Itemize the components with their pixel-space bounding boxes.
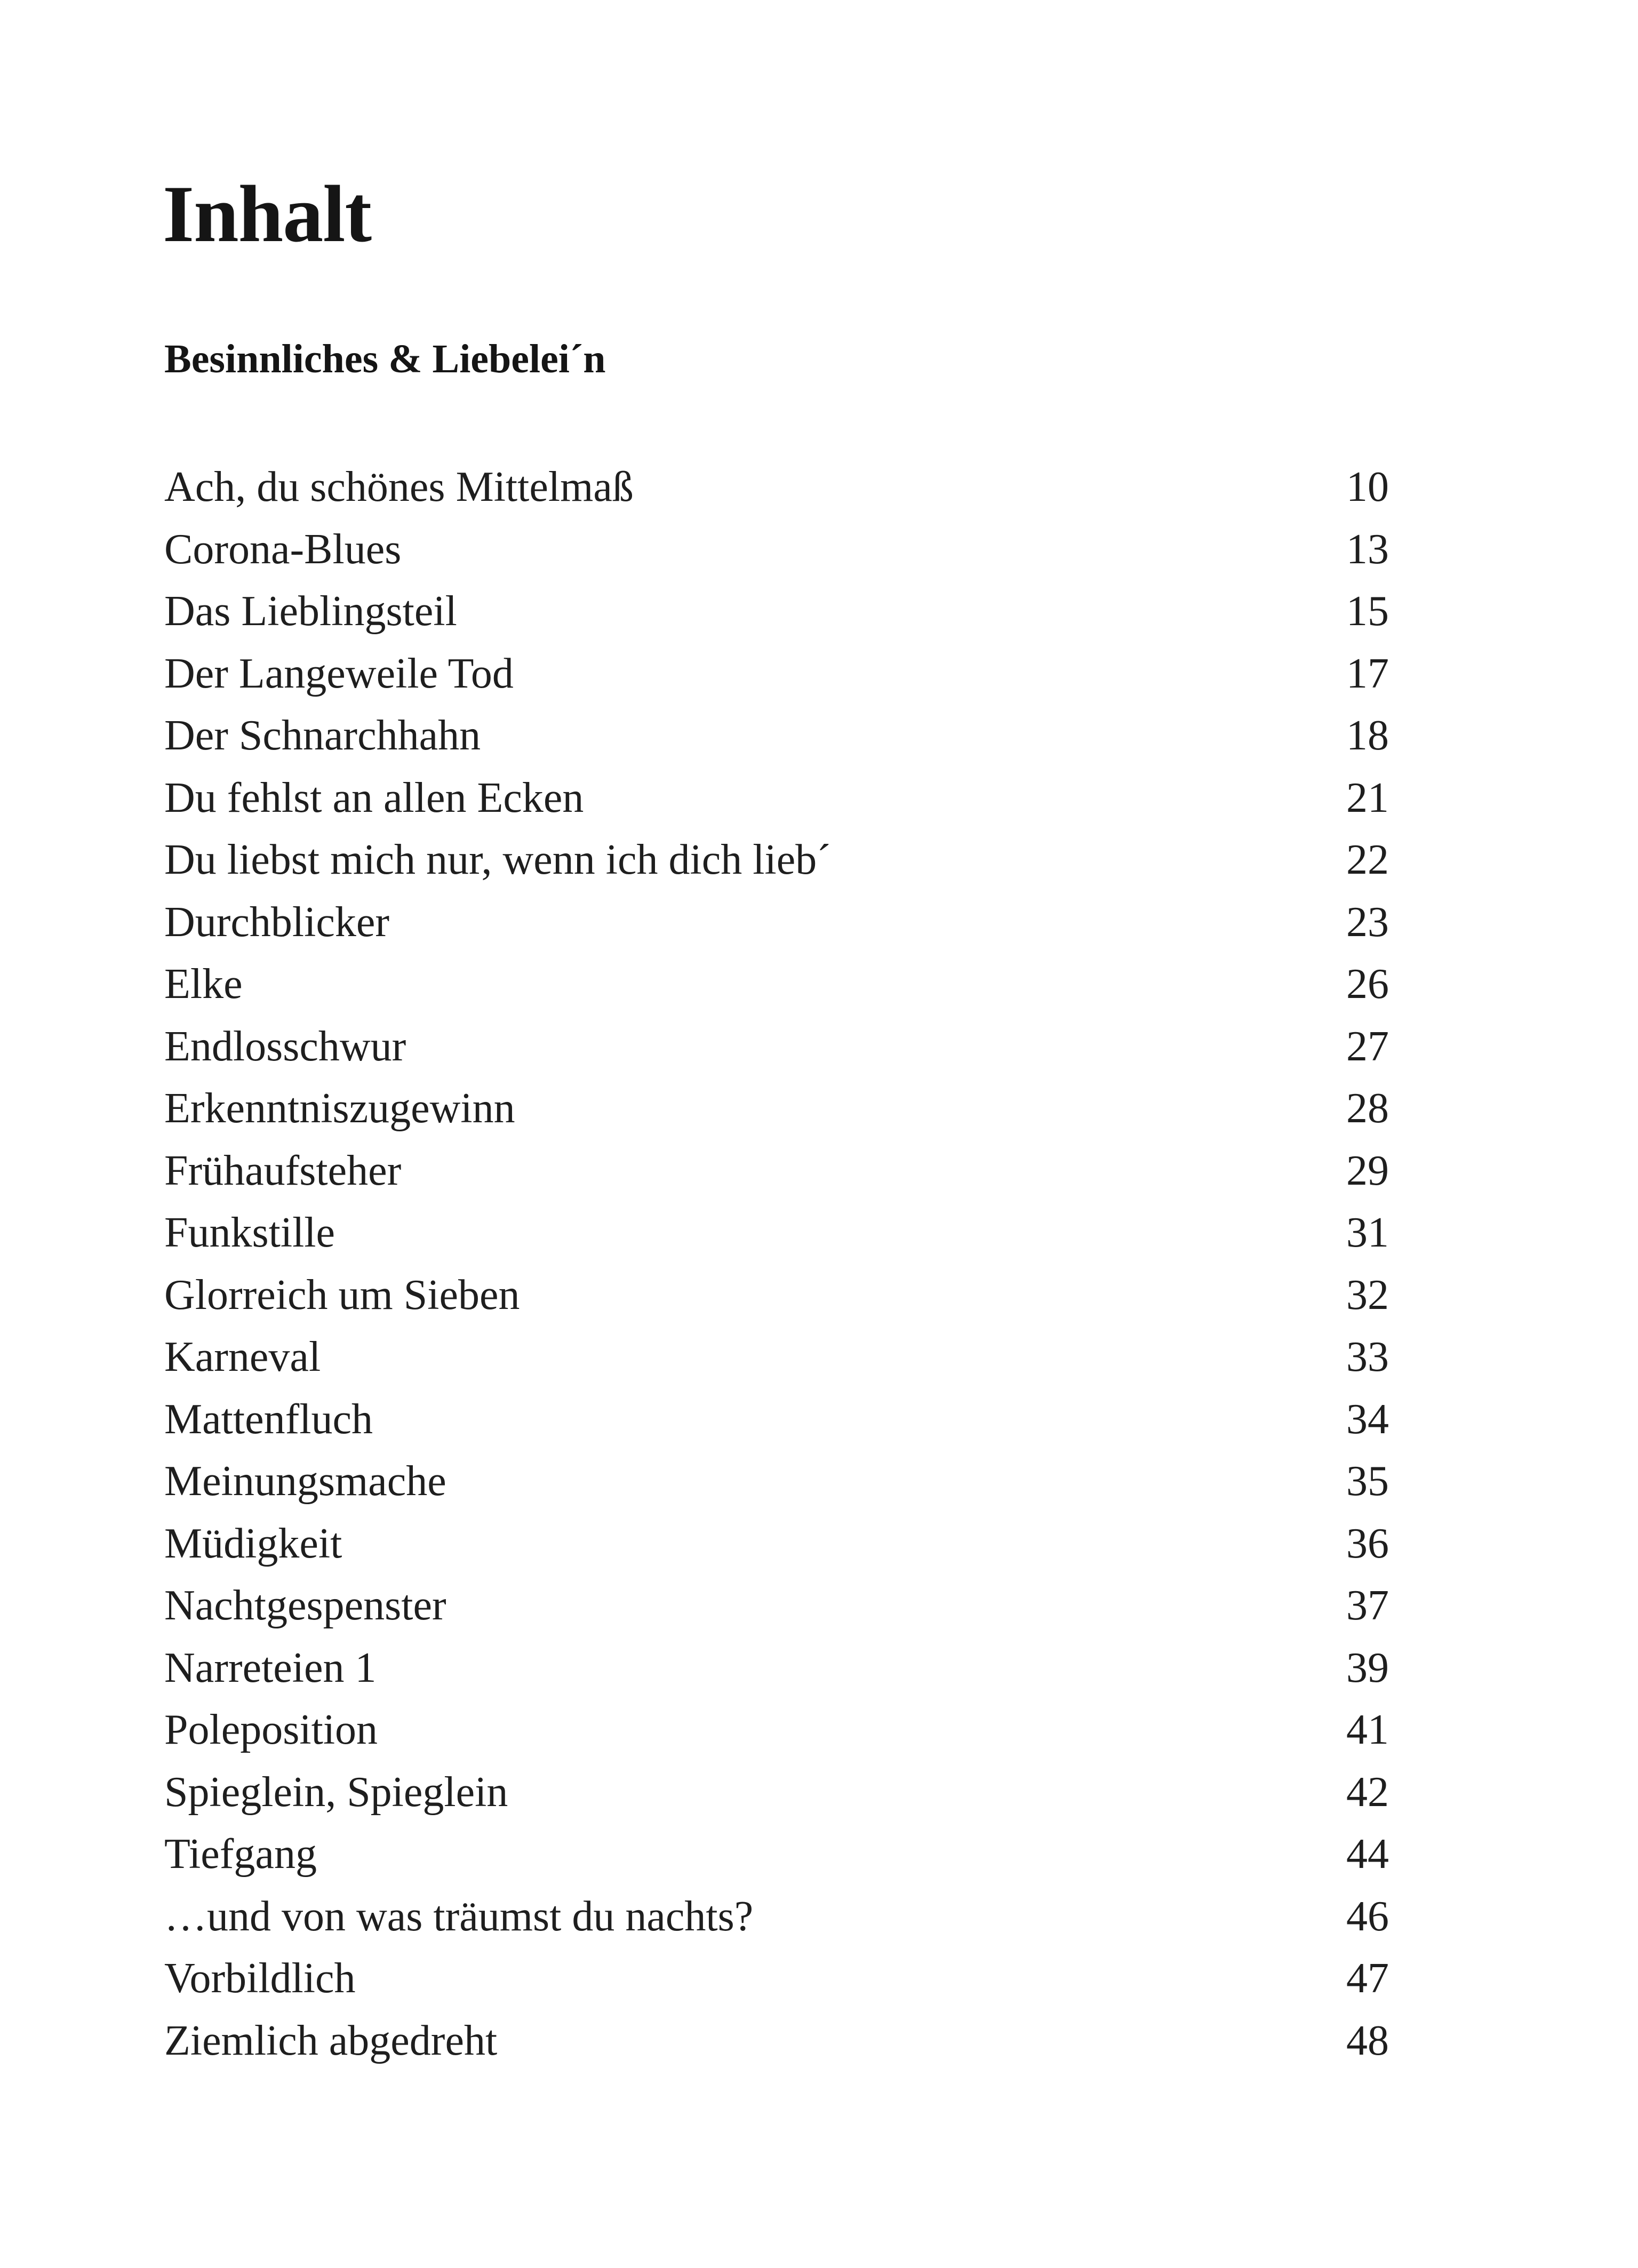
toc-entry [164,1264,1389,1327]
toc-entry-title: Poleposition [164,1706,378,1753]
toc-entry-page: 22 [1346,836,1389,883]
toc-entry [164,1575,1389,1637]
toc-entry [164,2010,1389,2072]
toc-entry-title: Müdigkeit [164,1520,342,1567]
toc-entry-title: Der Langeweile Tod [164,650,514,697]
toc-entry-page: 48 [1346,2017,1389,2064]
table-of-contents [164,456,1389,2072]
toc-entry [164,891,1389,954]
toc-entry-title: Durchblicker [164,898,390,946]
toc-entry [164,1823,1389,1886]
toc-entry-title: Elke [164,961,243,1008]
toc-entry-page: 37 [1346,1582,1389,1629]
toc-entry-title: Du liebst mich nur, wenn ich dich lieb´ [164,836,831,883]
toc-entry [164,1388,1389,1451]
toc-entry-title: Vorbildlich [164,1955,356,2002]
toc-entry-page: 21 [1346,774,1389,821]
toc-entry-title: Funkstille [164,1209,335,1256]
toc-entry-page: 46 [1346,1892,1389,1940]
toc-entry [164,705,1389,767]
toc-entry-page: 34 [1346,1395,1389,1443]
toc-entry-title: Frühaufsteher [164,1147,402,1194]
toc-entry-page: 41 [1346,1706,1389,1753]
toc-entry [164,1450,1389,1513]
toc-entry-title: …und von was träumst du nachts? [164,1892,754,1940]
toc-entry-page: 18 [1346,712,1389,759]
toc-entry-title: Karneval [164,1333,321,1380]
toc-entry-title: Spieglein, Spieglein [164,1768,508,1816]
toc-entry [164,643,1389,705]
toc-entry-page: 29 [1346,1147,1389,1194]
toc-entry [164,1077,1389,1140]
toc-entry-title: Glorreich um Sieben [164,1271,520,1319]
toc-entry [164,1140,1389,1202]
toc-entry-title: Du fehlst an allen Ecken [164,774,584,821]
toc-entry-title: Narreteien 1 [164,1644,377,1691]
toc-entry [164,829,1389,891]
toc-entry-title: Der Schnarchhahn [164,712,481,759]
toc-entry [164,518,1389,581]
toc-entry-page: 42 [1346,1768,1389,1816]
toc-entry [164,1326,1389,1388]
toc-entry-page: 26 [1346,961,1389,1008]
toc-entry-page: 35 [1346,1458,1389,1505]
toc-entry-page: 47 [1346,1955,1389,2002]
toc-entry-page: 39 [1346,1644,1389,1691]
toc-entry-page: 33 [1346,1333,1389,1380]
toc-entry-title: Corona-Blues [164,525,402,573]
toc-entry-title: Tiefgang [164,1831,317,1878]
toc-entry-page: 44 [1346,1831,1389,1878]
toc-entry [164,456,1389,518]
page-title: Inhalt [163,169,372,259]
toc-entry-page: 28 [1346,1085,1389,1132]
toc-entry [164,1699,1389,1761]
toc-entry [164,1947,1389,2010]
toc-entry-title: Ach, du schönes Mittelmaß [164,464,634,510]
toc-entry-title: Meinungsmache [164,1458,446,1505]
toc-entry [164,767,1389,829]
section-heading: Besinnliches & Liebelei´n [164,337,606,381]
toc-entry-page: 10 [1346,464,1389,510]
toc-entry [164,953,1389,1016]
toc-entry-title: Mattenfluch [164,1395,373,1443]
toc-entry-title: Das Lieblingsteil [164,588,457,635]
toc-entry [164,1886,1389,1948]
toc-entry-title: Nachtgespenster [164,1582,446,1629]
toc-entry-page: 32 [1346,1271,1389,1319]
toc-entry [164,1761,1389,1824]
toc-entry-page: 23 [1346,898,1389,946]
toc-entry-page: 15 [1346,588,1389,635]
toc-entry-page: 17 [1346,650,1389,697]
toc-entry [164,1016,1389,1078]
toc-entry-title: Endlosschwur [164,1023,406,1070]
toc-entry-page: 13 [1346,525,1389,573]
toc-entry [164,1202,1389,1264]
toc-entry-page: 27 [1346,1023,1389,1070]
toc-entry [164,1513,1389,1575]
toc-entry [164,580,1389,643]
toc-entry-page: 31 [1346,1209,1389,1256]
toc-entry-title: Erkenntniszugewinn [164,1085,515,1132]
toc-entry [164,1637,1389,1699]
toc-entry-title: Ziemlich abgedreht [164,2017,498,2064]
toc-entry-page: 36 [1346,1520,1389,1567]
